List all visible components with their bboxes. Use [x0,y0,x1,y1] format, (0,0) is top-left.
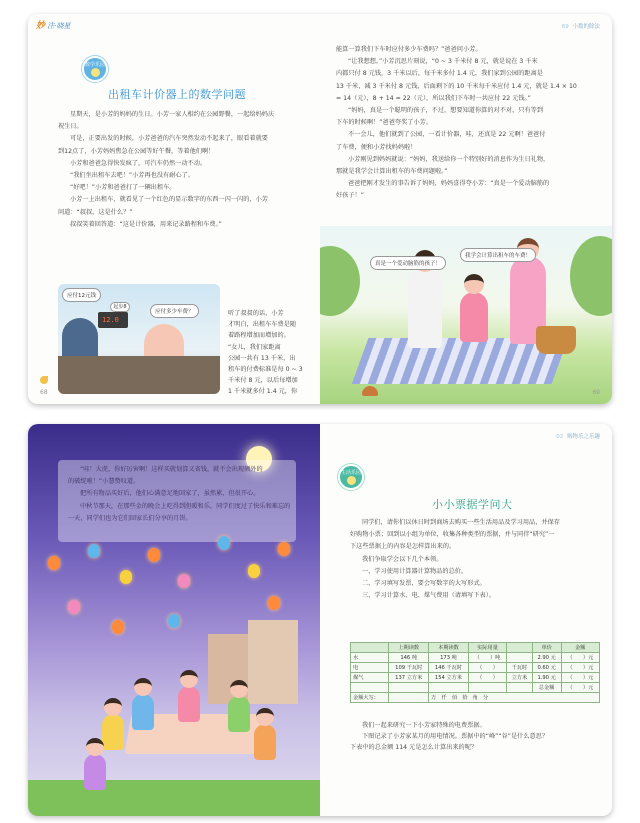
paragraph: 小芳和爸爸急得快发疯了，可汽车仍然一动不动。 [70,159,207,167]
side-text: 听了叔叔的话，小芳 才明白，出租车车费是随 着路程增加而增加的。 “女儿，我们家距离 公园一共有 13 千米，出 租车的付费标准是每 0 ~ 3 千米付 8 元，以后每增加 1 千米就多付 1.4 元，你 [228,310,303,396]
lantern-icon [148,548,160,562]
paragraph: “我们坐出租车去吧！”小芳再也没有耐心了。 [70,172,194,180]
lantern-icon [278,542,290,556]
table-row: 电 109 千瓦时 146 千瓦时 （ ） 千瓦时 0.60 元 （ ）元 [351,663,600,673]
basket-icon [536,326,576,354]
page-right-receipts [320,424,612,816]
lesson-text-bottom: 我们一起来研究一下小芳家特殊的电费票据。 下图记录了小芳家某月的用电情况。票据中的“峰”“谷”是什么意思？ 下表中的总金额 114 元是怎么计算出来的呢？ [350,722,549,752]
grass [28,780,320,816]
building [248,620,298,704]
lantern-icon [48,556,60,570]
child-figure [132,694,154,730]
lantern-icon [112,620,124,634]
child-figure [228,696,250,732]
story-text: “哇！大虎，你好厉害啊！这样买就划算又省钱，就不会出现额外的 的破绽啦！”小慧赞叹道。 把所有物品买好后，他们心满意足地回家了，虽然累，但很开心。 中秋节那天，在那些金的晚会上吃得到胆暖和乐，同学们度过了快乐和难忘的 一天，同学们也为它们回家长们分享的月饼。 [68,466,291,522]
table-row: 煤气 137 立方米 154 立方米 （ ） 立方米 1.90 元 （ ）元 [351,673,600,683]
lesson-text: 同学们，请你们以休日时到商场去购买一些生活用品及学习用品，并保存 好购物小票；回到以小组为单位，收集各种类型的票据，并与同伴“研究”一 下这些票据上的内容是怎样算出来的。 我们争取学会以下几个本领。 一、学习使用计算器计算物品的总价。 二、学习填写发票，要会写数字的大写形式。 三、学习计算水、电、煤气费用（请填写下表）。 [350,519,560,600]
paragraph: 叔叔笑着回答道：“这是计价器，用来记录路程和车费。” [70,220,222,228]
utility-bill-table [350,642,600,703]
child-figure [102,714,124,750]
paragraph: “好吧！”小芳和爸爸打了一辆出租车。 [70,184,176,192]
running-header: 69 小数的除法 [561,24,600,30]
paragraph: 小芳一上出租车，就看见了一个红色的显示数字的东西一闪一闪的，小芳 [70,196,268,204]
page-left-taxi [28,14,320,404]
lantern-icon [120,570,132,584]
lantern-icon [218,536,230,550]
corner-deco-icon [40,376,48,384]
lantern-icon [88,544,100,558]
series-logo: 妙 注·晓星 [36,21,71,31]
mushroom-icon [362,386,378,396]
tree-icon [570,236,612,316]
speech-bubble: 我学会计算出租车的车费！ [460,248,536,262]
mascot-icon [91,68,100,77]
child-figure [84,754,106,790]
table-total-row: 总金额 （ ）元 [351,683,600,693]
spread-bottom [28,424,612,816]
paragraph: 祝生日。 [58,123,83,131]
speech-bubble: 真是一个爱动脑筋的孩子！ [370,256,446,270]
child-figure [178,686,200,722]
story-text [58,109,308,231]
running-header: 02 购物乐之乐趣 [556,434,600,440]
lantern-icon [168,614,180,628]
paragraph: 星期天，是小芳的妈妈的生日。小芳一家人相约在公园野餐，一起给妈妈庆 [70,111,275,118]
lantern-icon [178,574,190,588]
mascot-icon [347,476,356,485]
paragraph: 可是，正要出发的时候，小芳爸爸的汽车突然发动不起来了，眼看着就要 [70,135,268,143]
taxi-meter: 12.0 [98,312,128,328]
lantern-icon [248,564,260,578]
section-badge: 数学乐园 [82,56,108,82]
meter-tag: 起步8元 [110,302,130,312]
girl-figure [460,292,488,342]
page-title: 小小票据学问大 [432,498,513,511]
paragraph: 到12点了，小芳妈妈焦急在公园等好午餐，等着他们啊！ [58,147,215,155]
paragraph: 问道：“叔叔，这是什么？” [58,208,133,216]
table-row: 水 146 吨 173 吨 （ ）吨 2.90 元 （ ）元 [351,653,600,663]
taxi-illustration [58,284,220,394]
dad-figure [408,268,442,348]
speech-bubble: 应付12元钱 [62,288,101,302]
page-number: 68 [40,389,48,396]
page-number: 69 [592,389,600,396]
speech-bubble: 应付多少车费？ [150,304,199,318]
dashboard [58,356,220,394]
tree-icon [320,246,360,316]
child-figure [254,724,276,760]
lantern-icon [68,600,80,614]
table-header-row: 上期读数 本期读数 实际用量 单价 金额 [351,643,600,653]
section-badge: 生活乐园 [338,464,364,490]
page-title: 出租车计价器上的数学问题 [108,88,246,101]
page-right-picnic [320,14,612,404]
spread-top [28,14,612,404]
page-left-festival [28,424,320,816]
picnic-illustration [320,226,612,404]
lantern-icon [268,596,280,610]
table-amount-words-row: 金额大写： 万 仟 佰 拾 角 分 [351,693,600,703]
story-text: 能算一算我们下车时应付多少车费吗？”爸爸问小芳。 “让我想想。”小芳沉思片刻说，“0 ~ 3 千米付 8 元，就是说在 3 千米 内都只付 8 元钱，3 千米以后，每千米多付 1.4 元，我们家到公园的距离是 13 千米，减 3 千米付 8 元钱，后面剩下的 10 千米每千米应付 1.4 元，就是 1.4 × 10 = 14（元），8 + 14 = 22（元），所以我们下车时一共应付 22 元钱。” “妈妈，真是一个聪明的孩子，不过，想要知道你算的对不对，只有等到 下车的时候啊！”爸爸夸奖了小芳。 不一会儿，他们就到了公园，一看计价器，哇，还真是 22 元啊！爸爸付 了车费，便和小芳找妈妈啦！ 小芳刚见到妈妈就说：“妈妈，我送给你一个特别好的消息作为生日礼物， 那就是我学会计算出租车的车费问题啦。” 爸爸把刚才发生的事告诉了妈妈，妈妈喜得夸小芳：“真是一个爱动脑筋的 好孩子！” [336,46,577,200]
